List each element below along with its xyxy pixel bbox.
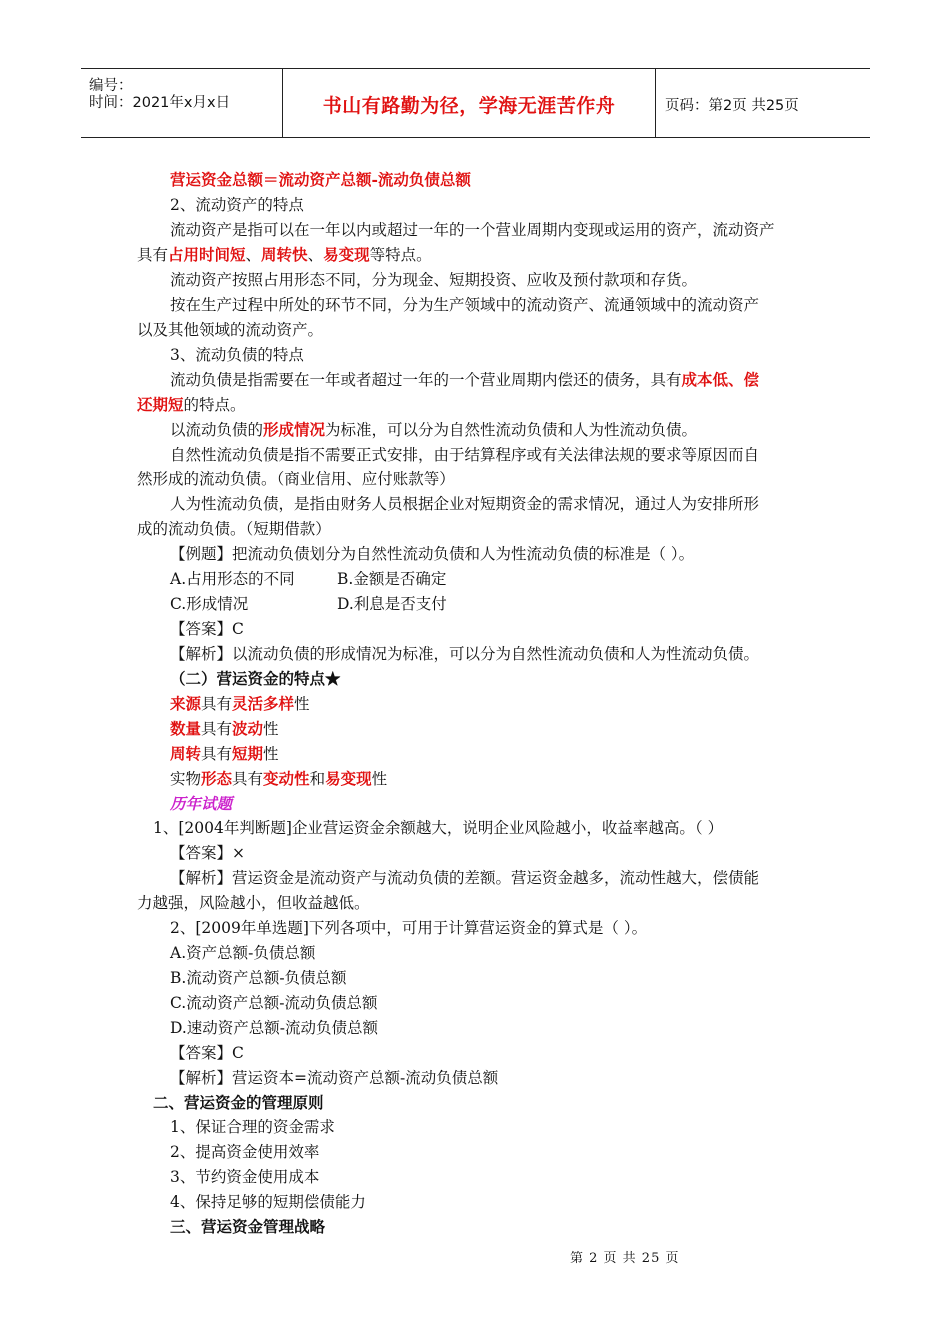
past-exams-heading: 历年试题 <box>170 794 233 813</box>
formula-line: 营运资金总额＝流动资产总额-流动负债总额 <box>170 170 471 189</box>
motto: 书山有路勤为径，学海无涯苦作舟 <box>322 95 616 117</box>
text-line: 流动负债是指需要在一年或者超过一年的一个营业周期内偿还的债务，具有成本低、偿 <box>170 370 760 389</box>
option-b: B.金额是否确定 <box>337 570 447 588</box>
text-line: 以流动负债的形成情况为标准，可以分为自然性流动负债和人为性流动负债。 <box>170 420 698 439</box>
text-line: 还期短的特点。 <box>137 395 246 414</box>
code-label: 编号： <box>89 78 133 94</box>
page-info: 页码：第2页 共25页 <box>665 98 799 114</box>
principle-item: 2、提高资金使用效率 <box>170 1143 320 1161</box>
example-question: 【例题】把流动负债划分为自然性流动负债和人为性流动负债的标准是（ ）。 <box>170 545 695 563</box>
option-a: A.资产总额-负债总额 <box>170 944 316 962</box>
header-page-cell <box>656 69 870 137</box>
feature-line: 周转具有短期性 <box>170 744 279 763</box>
text-line: 成的流动负债。（短期借款） <box>137 520 331 538</box>
principle-item: 4、保持足够的短期偿债能力 <box>170 1193 366 1211</box>
principle-item: 1、保证合理的资金需求 <box>170 1118 335 1136</box>
analysis-line: 【解析】营运资金是流动资产与流动负债的差额。营运资金越多，流动性越大，偿债能 <box>170 869 760 887</box>
question-1: 1、[2004年判断题]企业营运资金余额越大，说明企业风险越小，收益率越高。（ ） <box>153 819 724 837</box>
analysis-line: 【解析】以流动负债的形成情况为标准，可以分为自然性流动负债和人为性流动负债。 <box>170 645 760 663</box>
text-line: 力越强，风险越小，但收益越低。 <box>137 894 370 912</box>
feature-line: 实物形态具有变动性和易变现性 <box>170 769 388 788</box>
section-heading: 二、营运资金的管理原则 <box>153 1093 324 1112</box>
text-line: 3、流动负债的特点 <box>170 346 304 364</box>
time-label: 时间：2021年x月x日 <box>89 95 231 111</box>
text-line: 具有占用时间短、周转快、易变现等特点。 <box>137 245 432 264</box>
feature-line: 数量具有波动性 <box>170 719 279 738</box>
analysis-line: 【解析】营运资本=流动资产总额-流动负债总额 <box>170 1069 499 1087</box>
text-line: 按在生产过程中所处的环节不同，分为生产领域中的流动资产、流通领域中的流动资产 <box>170 296 760 314</box>
option-c: C.形成情况 <box>170 595 249 613</box>
question-2: 2、[2009年单选题]下列各项中，可用于计算营运资金的算式是（ ）。 <box>170 919 648 937</box>
answer-line: 【答案】× <box>170 844 245 862</box>
section-heading: 三、营运资金管理战略 <box>170 1217 326 1236</box>
option-d: D.速动资产总额-流动负债总额 <box>170 1019 379 1037</box>
page-footer: 第 2 页 共 25 页 <box>570 1251 680 1266</box>
option-c: C.流动资产总额-流动负债总额 <box>170 994 378 1012</box>
text-line: 2、流动资产的特点 <box>170 196 304 214</box>
header-motto-cell <box>283 69 656 137</box>
page-header <box>81 68 870 138</box>
principle-item: 3、节约资金使用成本 <box>170 1168 320 1186</box>
text-line: 以及其他领域的流动资产。 <box>137 321 324 339</box>
text-line: 自然性流动负债是指不需要正式安排，由于结算程序或有关法律法规的要求等原因而自 <box>170 446 760 464</box>
text-line: 流动资产是指可以在一年以内或超过一年的一个营业周期内变现或运用的资产，流动资产 <box>170 221 775 239</box>
option-b: B.流动资产总额-负债总额 <box>170 969 347 987</box>
feature-line: 来源具有灵活多样性 <box>170 694 310 713</box>
header-meta-cell <box>81 69 283 137</box>
section-heading: （二）营运资金的特点★ <box>170 669 341 688</box>
answer-line: 【答案】C <box>170 620 244 638</box>
text-line: 人为性流动负债，是指由财务人员根据企业对短期资金的需求情况，通过人为安排所形 <box>170 495 760 513</box>
text-line: 然形成的流动负债。（商业信用、应付账款等） <box>137 470 455 488</box>
option-d: D.利息是否支付 <box>337 595 447 613</box>
option-a: A.占用形态的不同 <box>170 570 295 588</box>
answer-line: 【答案】C <box>170 1044 244 1062</box>
text-line: 流动资产按照占用形态不同，分为现金、短期投资、应收及预付款项和存货。 <box>170 271 698 289</box>
